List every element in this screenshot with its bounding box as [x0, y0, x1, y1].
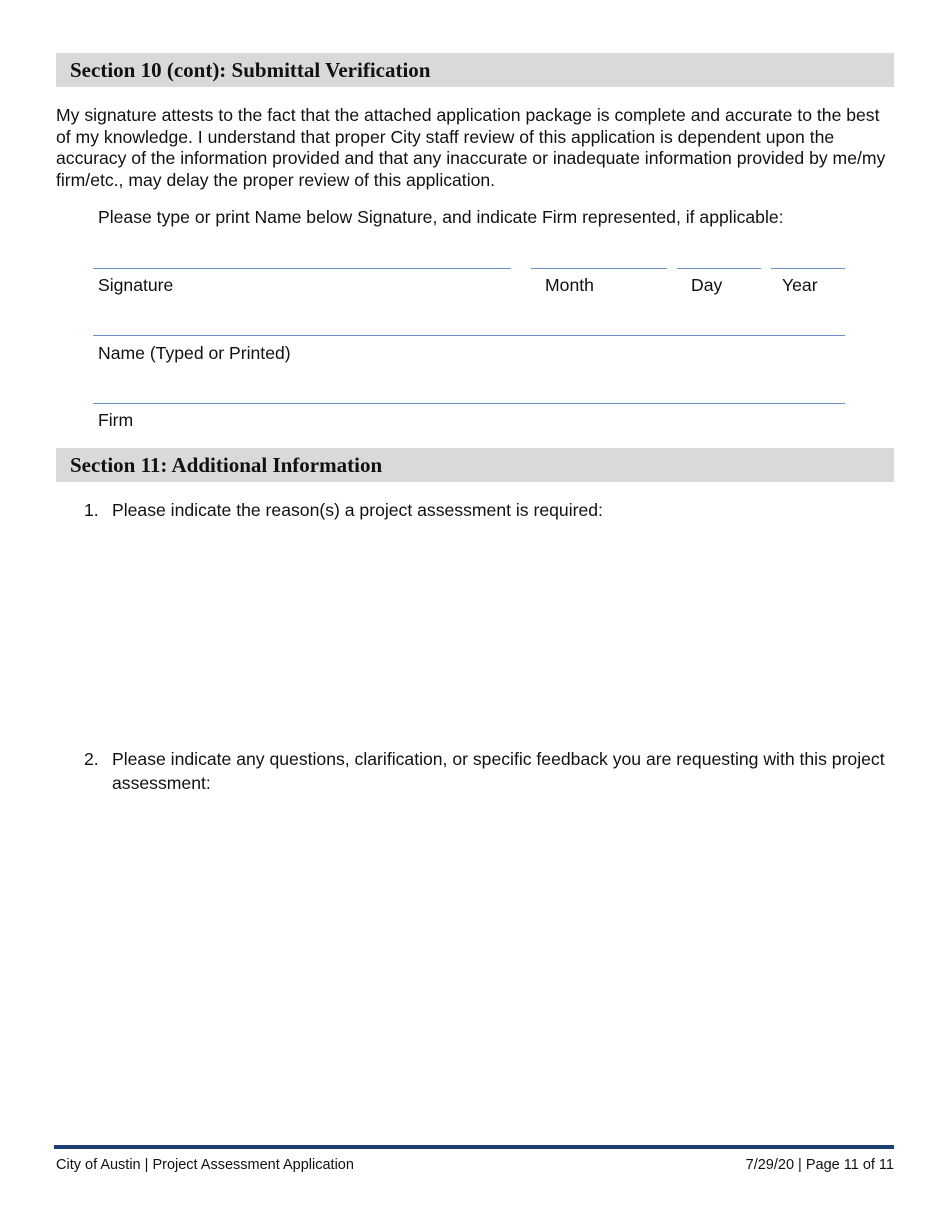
question-2-number: 2. — [84, 749, 99, 769]
signature-label: Signature — [98, 275, 174, 295]
footer-rule — [54, 1145, 894, 1149]
question-1-number: 1. — [84, 500, 99, 520]
signature-line[interactable] — [93, 268, 511, 269]
year-label: Year — [782, 275, 818, 295]
name-line[interactable] — [93, 335, 845, 336]
section-11-header: Section 11: Additional Information — [56, 448, 894, 482]
firm-label: Firm — [98, 410, 134, 430]
question-2-text: Please indicate any questions, clarification, or specific feedback you are requesting with this project assessment: — [112, 749, 885, 793]
attestation-paragraph: My signature attests to the fact that the attached application package is complete and accurate to the best of my knowledge. I understand that proper City staff review of this application is dependent upon the accuracy of the information provided and that any inaccurate or inadequate information provided by me/my firm/etc., may delay the proper review of this application. — [56, 105, 886, 190]
day-label: Day — [691, 275, 723, 295]
month-label: Month — [545, 275, 594, 295]
section-10-header: Section 10 (cont): Submittal Verification — [56, 53, 894, 87]
day-line[interactable] — [677, 268, 761, 269]
year-line[interactable] — [771, 268, 845, 269]
month-line[interactable] — [531, 268, 667, 269]
firm-line[interactable] — [93, 403, 845, 404]
question-1-text: Please indicate the reason(s) a project assessment is required: — [112, 500, 603, 520]
name-label: Name (Typed or Printed) — [98, 343, 291, 363]
signature-instruction: Please type or print Name below Signature, and indicate Firm represented, if applicable: — [98, 207, 784, 227]
footer-right: 7/29/20 | Page 11 of 11 — [745, 1157, 894, 1173]
footer-left: City of Austin | Project Assessment Application — [56, 1157, 354, 1173]
